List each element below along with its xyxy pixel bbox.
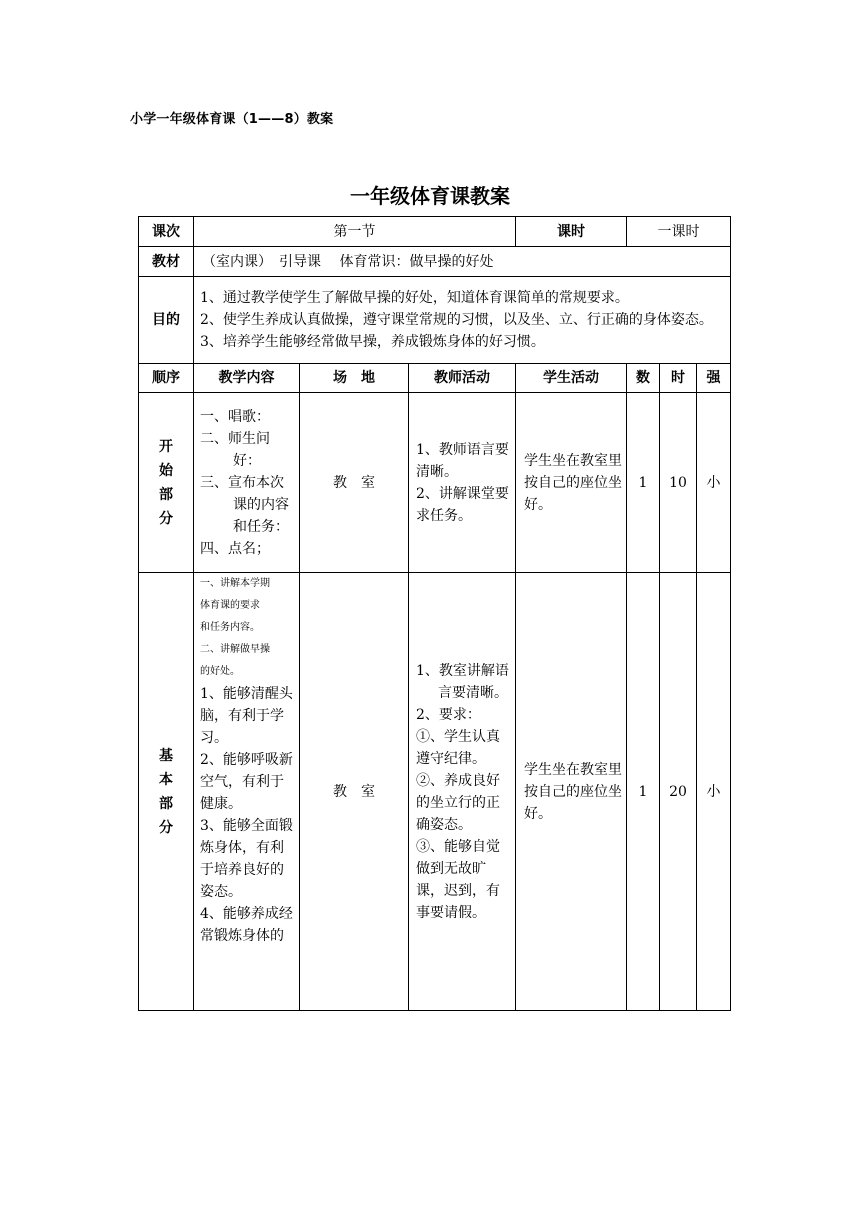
teacher-item: ①、学生认真遵守纪律。 (416, 728, 500, 767)
section-name-char: 分 (159, 819, 173, 836)
period-label: 课时 (516, 217, 627, 247)
section-time: 20 (660, 573, 697, 1011)
content-item: 一、唱歌： (200, 408, 270, 425)
content-item: 3、能够全面锻炼身体，有利于培养良好的姿态。 (200, 818, 293, 900)
section-name-char: 本 (159, 771, 173, 788)
section-count: 1 (627, 573, 660, 1011)
section-name (139, 573, 194, 1011)
column-header: 教学内容 (194, 364, 300, 393)
teacher-item: 1、教室讲解语言要清晰。 (416, 662, 509, 701)
section-start-row (139, 393, 731, 573)
section-name-char: 基 (159, 747, 173, 764)
lesson-value: 第一节 (194, 217, 516, 247)
column-header: 教师活动 (409, 364, 516, 393)
section-name-char: 分 (159, 510, 173, 527)
column-header: 数 (627, 364, 660, 393)
teacher-item: ③、能够自觉做到无故旷课，迟到，有事要请假。 (416, 838, 500, 921)
period-value: 一课时 (627, 217, 731, 247)
section-name-char: 始 (159, 462, 173, 479)
column-header: 学生活动 (516, 364, 627, 393)
content-item: 1、能够清醒头脑，有利于学习。 (200, 686, 293, 746)
goal-item: 2、使学生养成认真做操，遵守课堂常规的习惯，以及坐、立、行正确的身体姿态。 (200, 312, 713, 328)
content-item: 4、能够养成经常锻炼身体的 (200, 906, 293, 944)
goal-item: 1、通过教学使学生了解做早操的好处，知道体育课简单的常规要求。 (200, 290, 629, 306)
section-student: 学生坐在教室里按自己的座位坐好。 (516, 573, 627, 1011)
lesson-plan-table (138, 216, 731, 1011)
content-small-item: 的好处。 (200, 666, 240, 677)
column-header: 场 地 (300, 364, 409, 393)
content-item: 三、宣布本次课的内容和任务： (200, 474, 289, 535)
column-header-row (139, 364, 731, 393)
material-row (139, 247, 731, 277)
content-item: 二、师生问好： (200, 430, 270, 469)
content-small-item: 二、讲解做早操 (200, 644, 270, 655)
section-name-char: 部 (159, 486, 173, 503)
section-intensity: 小 (697, 393, 731, 573)
section-basic-row (139, 573, 731, 1011)
column-header: 顺序 (139, 364, 194, 393)
section-count: 1 (627, 393, 660, 573)
section-time: 10 (660, 393, 697, 573)
column-header: 强 (697, 364, 731, 393)
goal-label: 目的 (139, 277, 194, 364)
content-small-item: 体育课的要求 (200, 600, 260, 611)
section-content (194, 393, 300, 573)
section-intensity: 小 (697, 573, 731, 1011)
goal-item: 3、培养学生能够经常做早操，养成锻炼身体的好习惯。 (200, 334, 545, 350)
section-teacher (409, 393, 516, 573)
section-teacher (409, 573, 516, 1011)
content-item: 四、点名； (200, 540, 270, 557)
goal-row (139, 277, 731, 364)
section-name (139, 393, 194, 573)
column-header: 时 (660, 364, 697, 393)
document-title: 一年级体育课教案 (350, 184, 510, 208)
content-small-item: 和任务内容。 (200, 622, 260, 633)
material-label: 教材 (139, 247, 194, 277)
content-small-item: 一、讲解本学期 (200, 578, 270, 589)
teacher-item: ②、养成良好的坐立行的正确姿态。 (416, 772, 500, 833)
section-content (194, 573, 300, 1011)
goal-list (194, 277, 731, 364)
lesson-row (139, 217, 731, 247)
section-venue: 教 室 (300, 573, 409, 1011)
section-name-char: 开 (159, 438, 173, 455)
material-value: （室内课） 引导课 体育常识：做早操的好处 (194, 247, 731, 277)
lesson-label: 课次 (139, 217, 194, 247)
teacher-item: 2、要求： (416, 706, 481, 723)
teacher-item: 1、教师语言要清晰。 (416, 441, 509, 480)
document-header: 小学一年级体育课（1——8）教案 (130, 112, 334, 127)
teacher-item: 2、讲解课堂要求任务。 (416, 485, 509, 524)
content-item: 2、能够呼吸新空气，有利于健康。 (200, 752, 293, 812)
section-venue: 教 室 (300, 393, 409, 573)
section-name-char: 部 (159, 795, 173, 812)
section-student: 学生坐在教室里按自己的座位坐好。 (516, 393, 627, 573)
